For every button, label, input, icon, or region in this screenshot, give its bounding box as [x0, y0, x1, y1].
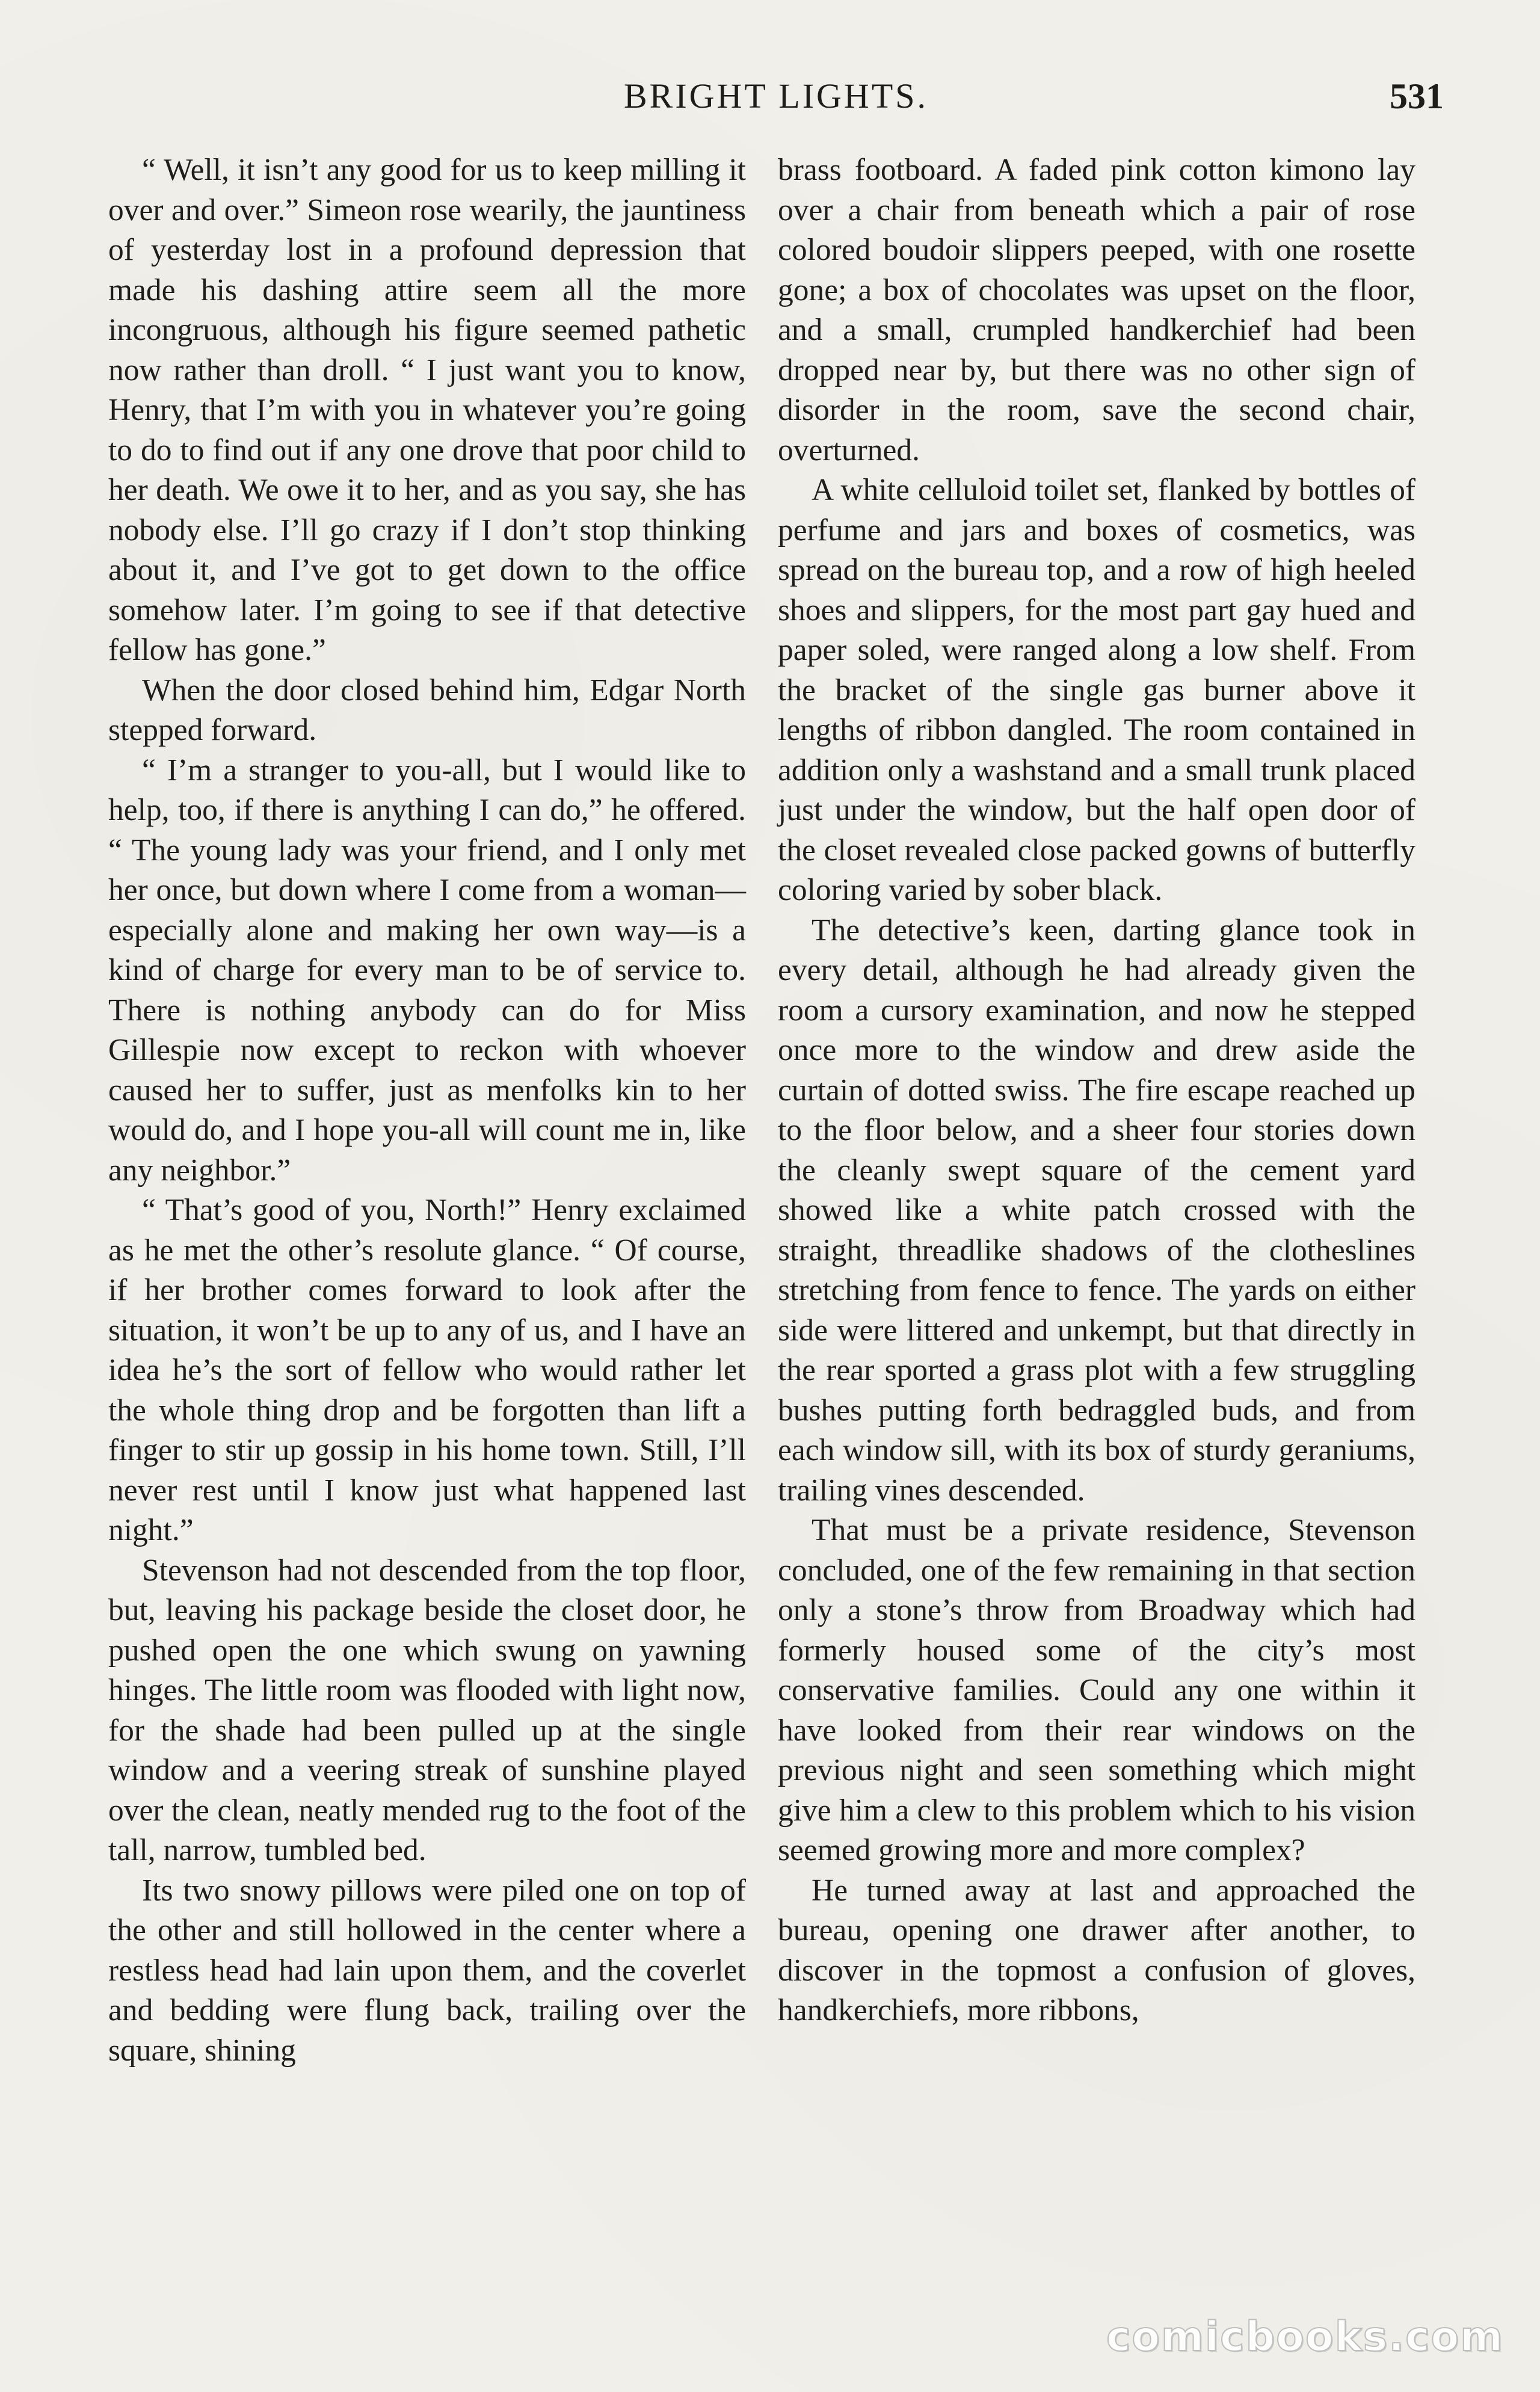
- running-head: BRIGHT LIGHTS.: [623, 76, 929, 116]
- page-number: 531: [1390, 76, 1444, 116]
- paragraph: “ I’m a stranger to you-all, but I would like to help, too, if there is anything I can do,” he offered. “ The young lady was your friend, and I only met her once, but down where I come from a woman—especially alone and making her own way—is a kind of charge for every man to be of service to. There is nothing anybody can do for Miss Gillespie now except to reckon with whoever caused her to suffer, just as menfolks kin to her would do, and I hope you-all will count me in, like any neighbor.”: [108, 753, 746, 1188]
- page-header: [108, 72, 1444, 120]
- watermark: comicbooks.com: [1106, 2313, 1504, 2361]
- paragraph: The detective’s keen, darting glance took in every detail, although he had already given the room a cursory examination, and now he stepped once more to the window and drew aside the curtain of dotted swiss. The fire escape reached up to the floor below, and a sheer four stories down the cleanly swept square of the cement yard showed like a white patch crossed with the straight, threadlike shadows of the clotheslines stretching from fence to fence. The yards on either side were littered and unkempt, but that directly in the rear sported a grass plot with a few struggling bushes putting forth bedraggled buds, and from each window sill, with its box of sturdy geraniums, trailing vines descended.: [778, 913, 1415, 1508]
- paragraph-continued: brass footboard. A faded pink cotton kimono lay over a chair from beneath which a pair of rose colored boudoir slippers peeped, with one rosette gone; a box of chocolates was upset on the floor, and a small, crumpled handkerchief had been dropped near by, but there was no other sign of disorder in the room, save the second chair, overturned.: [778, 153, 1415, 467]
- paragraph: Stevenson had not descended from the top floor, but, leaving his package beside the closet door, he pushed open the one which swung on yawning hinges. The little room was flooded with light now, for the shade had been pulled up at the single window and a veering streak of sunshine played over the clean, neatly mended rug to the foot of the tall, narrow, tumbled bed.: [108, 1553, 746, 1867]
- paragraph: “ That’s good of you, North!” Henry exclaimed as he met the other’s resolute glance. “ Of course, if her brother comes forward to look after the situation, it won’t be up to any of us, and I have an idea he’s the sort of fellow who would rather let the whole thing drop and be forgotten than lift a finger to stir up gossip in his home town. Still, I’ll never rest until I know just what happened last night.”: [108, 1193, 746, 1547]
- paragraph: That must be a private residence, Stevenson concluded, one of the few remaining in that section only a stone’s throw from Broadway which had formerly housed some of the city’s most conservative families. Could any one within it have looked from their rear windows on the previous night and seen something which might give him a clew to this problem which to his vision seemed growing more and more complex?: [778, 1513, 1415, 1867]
- right-column: [778, 150, 1415, 2031]
- left-column: [108, 150, 746, 2071]
- paragraph: When the door closed behind him, Edgar North stepped forward.: [108, 673, 746, 747]
- paragraph: “ Well, it isn’t any good for us to keep milling it over and over.” Simeon rose wearily, the jauntiness of yesterday lost in a profound depression that made his dashing attire seem all the more incongruous, although his figure seemed pathetic now rather than droll. “ I just want you to know, Henry, that I’m with you in whatever you’re going to do to find out if any one drove that poor child to her death. We owe it to her, and as you say, she has nobody else. I’ll go crazy if I don’t stop thinking about it, and I’ve got to get down to the office somehow later. I’m going to see if that detective fellow has gone.”: [108, 153, 746, 667]
- paragraph: He turned away at last and approached the bureau, opening one drawer after another, to discover in the topmost a confusion of gloves, handkerchiefs, more ribbons,: [778, 1873, 1415, 2027]
- paragraph: A white celluloid toilet set, flanked by bottles of perfume and jars and boxes of cosmetics, was spread on the bureau top, and a row of high heeled shoes and slippers, for the most part gay hued and paper soled, were ranged along a low shelf. From the bracket of the single gas burner above it lengths of ribbon dangled. The room contained in addition only a washstand and a small trunk placed just under the window, but the half open door of the closet revealed close packed gowns of butterfly coloring varied by sober black.: [778, 473, 1415, 907]
- paragraph: Its two snowy pillows were piled one on top of the other and still hollowed in the center where a restless head had lain upon them, and the coverlet and bedding were flung back, trailing over the square, shining: [108, 1873, 746, 2068]
